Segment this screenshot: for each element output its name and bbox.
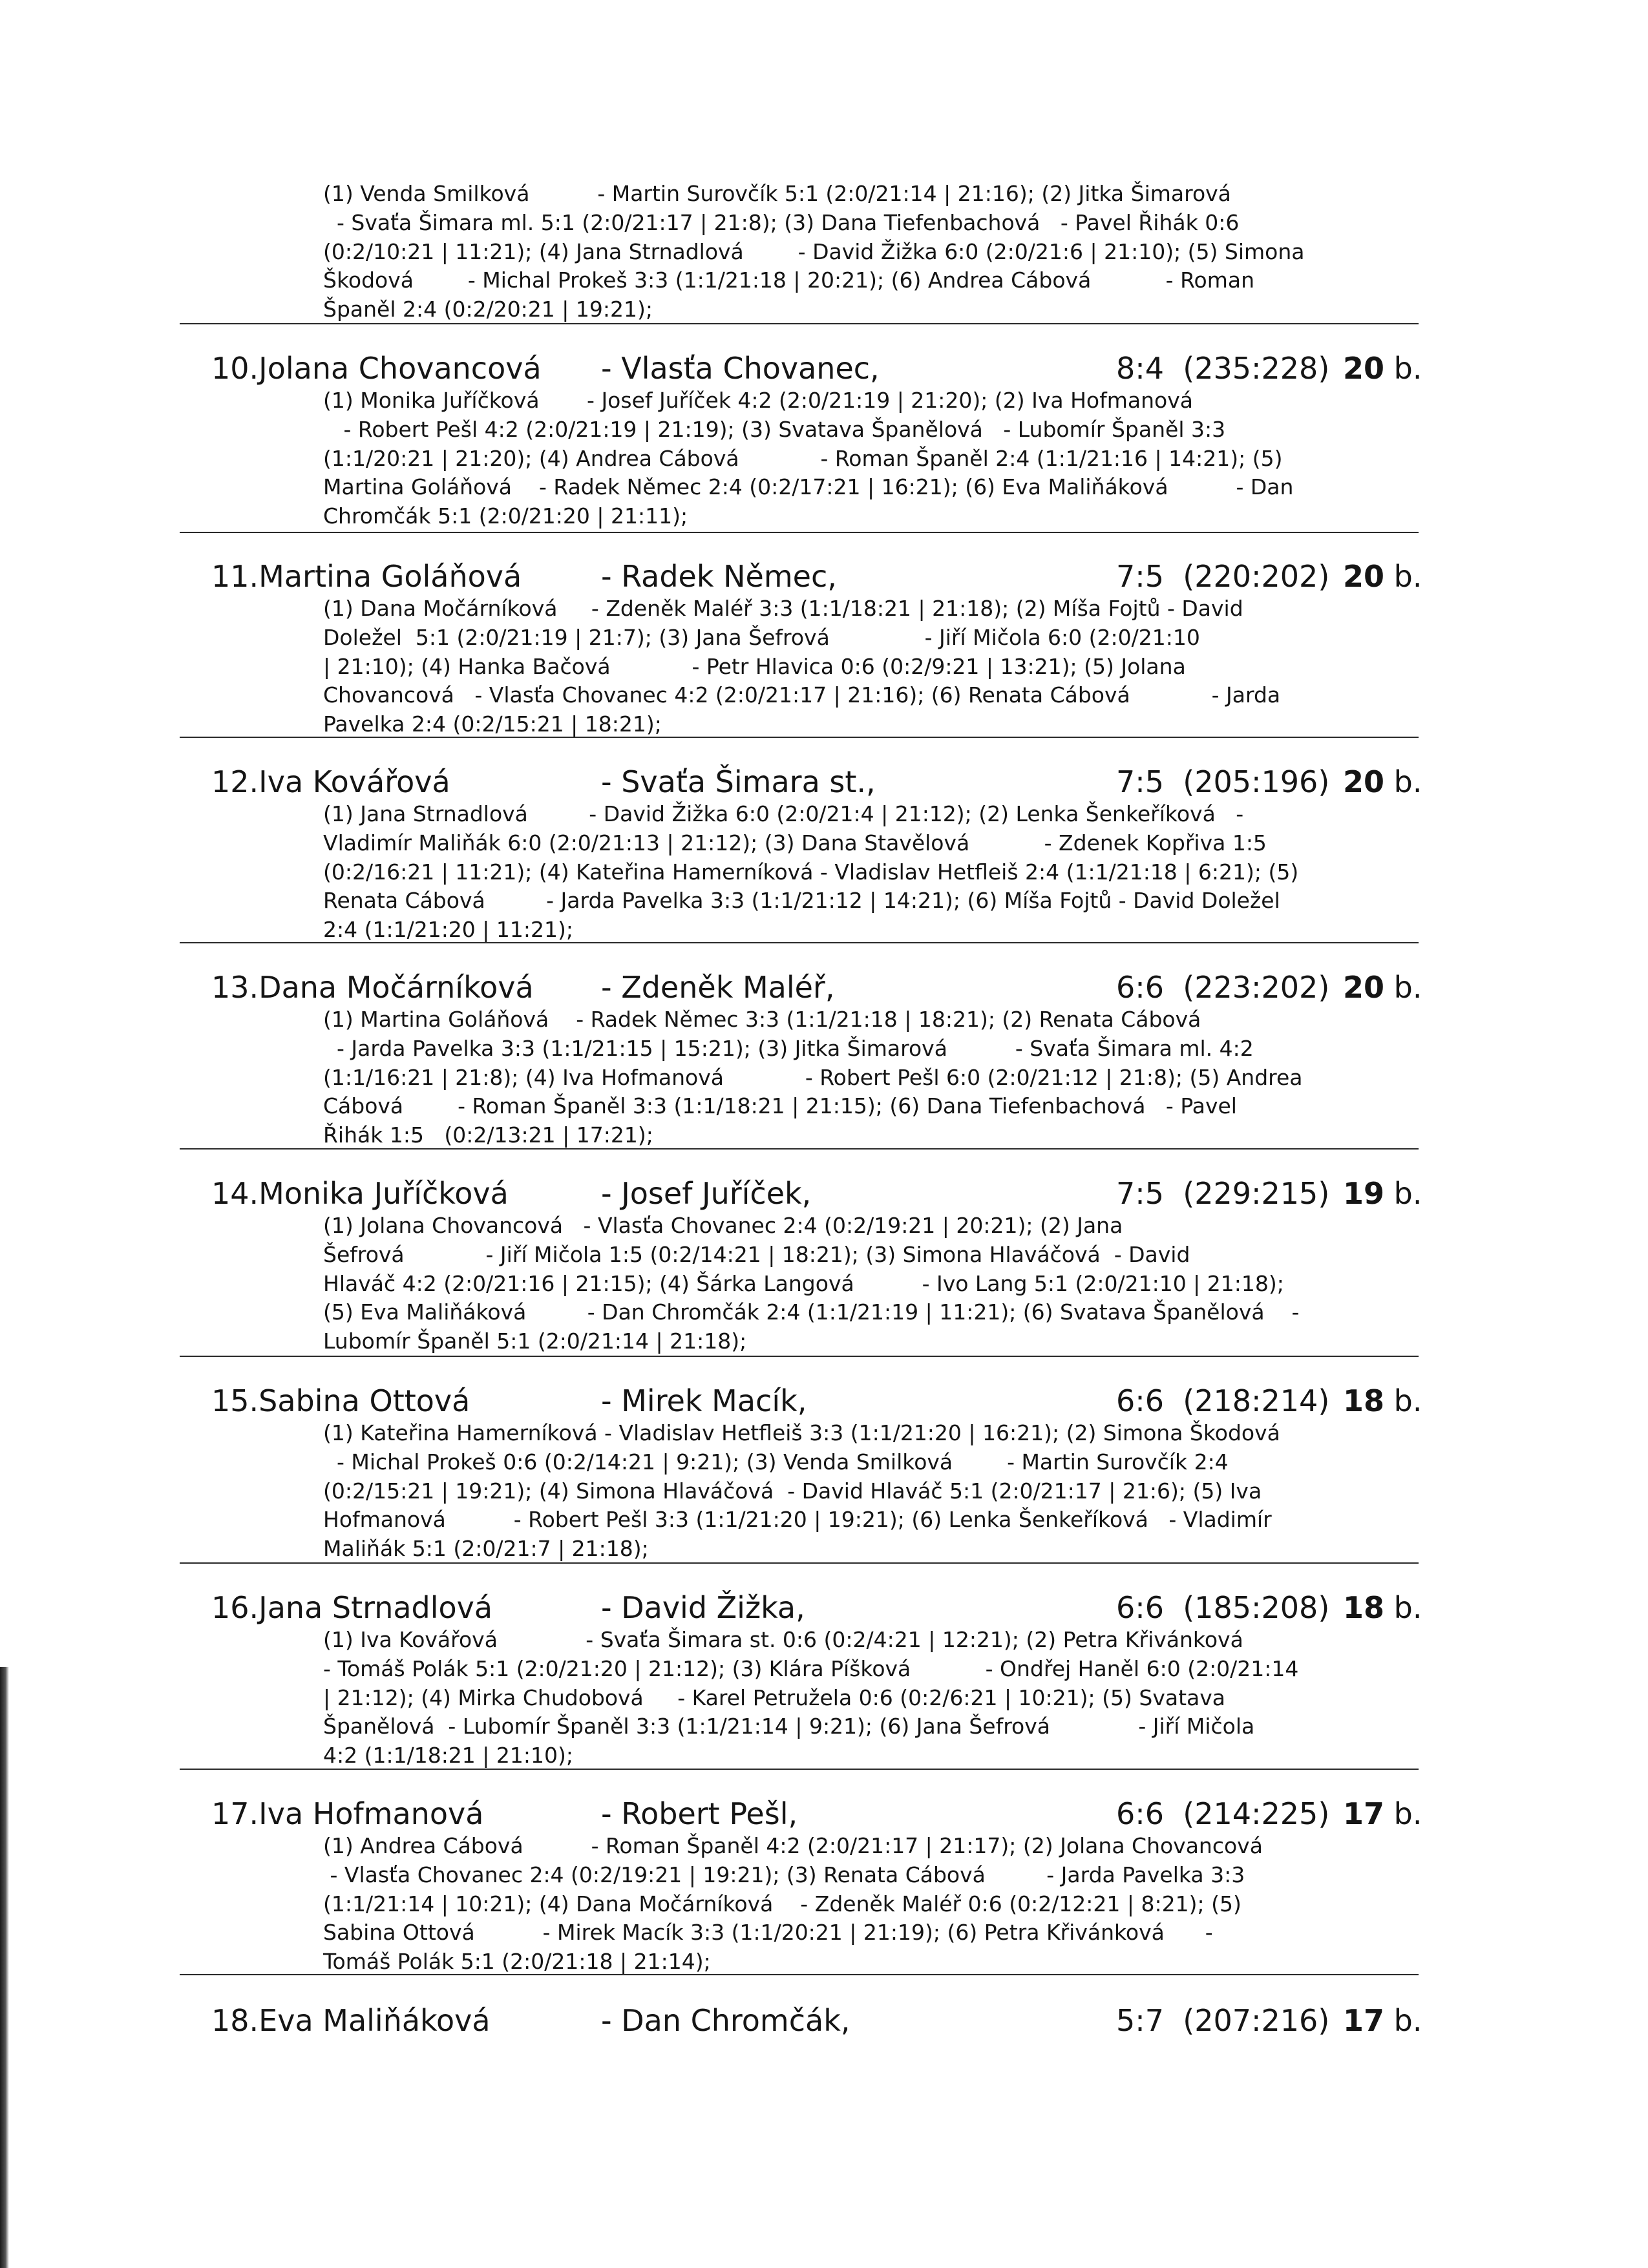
rank: 11. <box>211 559 259 594</box>
rank: 10. <box>211 351 259 386</box>
divider <box>180 1974 1419 1975</box>
pair-name <box>211 554 522 599</box>
pair-name <box>211 1171 509 1216</box>
match-line: - Vlasťa Chovanec 2:4 (0:2/19:21 | 19:21); (3) Renata Cábová - Jarda Pavelka 3:3 <box>323 1862 1245 1887</box>
points <box>1343 965 1422 1010</box>
match-list <box>323 386 1422 531</box>
pair-name <box>211 346 542 391</box>
match-line: (1:1/21:14 | 10:21); (4) Dana Močárníková - Zdeněk Maléř 0:6 (0:2/12:21 | 8:21); (5) <box>323 1891 1241 1916</box>
match-score: 8:4 (235:228) <box>1116 351 1330 386</box>
entry-heading <box>0 1378 1648 1423</box>
match-line: (1:1/20:21 | 21:20); (4) Andrea Cábová - Roman Španěl 2:4 (1:1/21:16 | 14:21); (5) <box>323 445 1283 471</box>
partner-name: - Dan Chromčák, <box>601 2003 850 2038</box>
match-score: 7:5 (205:196) <box>1116 764 1330 799</box>
match-line: (0:2/10:21 | 11:21); (4) Jana Strnadlová - David Žižka 6:0 (2:0/21:6 | 21:10); (5) Simona <box>323 238 1305 264</box>
pair-name <box>211 1791 483 1836</box>
match-line: Sabina Ottová - Mirek Macík 3:3 (1:1/20:21 | 21:19); (6) Petra Křivánková - <box>323 1920 1213 1946</box>
rank: 16. <box>211 1590 259 1625</box>
match-line: (0:2/16:21 | 11:21); (4) Kateřina Hamerníková - Vladislav Hetfleiš 2:4 (1:1/21:18 | 6:21); (5) <box>323 859 1299 885</box>
match-score: 7:5 (229:215) <box>1116 1176 1330 1211</box>
match-list <box>323 594 1422 739</box>
points-unit: b. <box>1384 970 1422 1005</box>
partner-name: - Vlasťa Chovanec, <box>601 351 880 386</box>
match-line: Řihák 1:5 (0:2/13:21 | 17:21); <box>323 1122 653 1148</box>
points-value: 18 <box>1343 1590 1385 1625</box>
match-score: 5:7 (207:216) <box>1116 2003 1330 2038</box>
partner-name: - Mirek Macík, <box>601 1383 807 1418</box>
player-name: Jolana Chovancová <box>259 351 542 386</box>
entry-heading <box>0 1171 1648 1216</box>
match-line: | 21:12); (4) Mirka Chudobová - Karel Petružela 0:6 (0:2/6:21 | 10:21); (5) Svatava <box>323 1685 1225 1710</box>
rank: 13. <box>211 970 259 1005</box>
points <box>1343 1378 1422 1423</box>
rank: 17. <box>211 1796 259 1831</box>
match-line: Španěl 2:4 (0:2/20:21 | 19:21); <box>323 297 653 322</box>
entry-heading <box>0 554 1648 599</box>
divider <box>180 942 1419 943</box>
points-value: 20 <box>1343 559 1385 594</box>
match-line: Cábová - Roman Španěl 3:3 (1:1/18:21 | 21:15); (6) Dana Tiefenbachová - Pavel <box>323 1093 1237 1119</box>
entry-heading <box>0 1998 1648 2043</box>
points-value: 20 <box>1343 764 1385 799</box>
player-name: Jana Strnadlová <box>259 1590 493 1625</box>
match-list <box>323 1626 1422 1770</box>
match-line: 4:2 (1:1/18:21 | 21:10); <box>323 1743 573 1769</box>
match-line: Maliňák 5:1 (2:0/21:7 | 21:18); <box>323 1536 649 1562</box>
player-name: Dana Močárníková <box>259 970 534 1005</box>
points-value: 20 <box>1343 351 1385 386</box>
match-line: - Tomáš Polák 5:1 (2:0/21:20 | 21:12); (3) Klára Píšková - Ondřej Haněl 6:0 (2:0/21:14 <box>323 1655 1299 1681</box>
points <box>1343 554 1422 599</box>
points-value: 17 <box>1343 1796 1385 1831</box>
entry-heading <box>0 1791 1648 1836</box>
entry-heading <box>0 346 1648 391</box>
pair-name <box>211 759 450 804</box>
match-score: 6:6 (218:214) <box>1116 1383 1330 1418</box>
match-list <box>323 180 1422 324</box>
rank: 14. <box>211 1176 259 1211</box>
points-value: 18 <box>1343 1383 1385 1418</box>
match-line: Vladimír Maliňák 6:0 (2:0/21:13 | 21:12); (3) Dana Stavělová - Zdenek Kopřiva 1:5 <box>323 830 1267 856</box>
match-line: Hofmanová - Robert Pešl 3:3 (1:1/21:20 | 19:21); (6) Lenka Šenkeříková - Vladimír <box>323 1507 1272 1533</box>
match-score: 6:6 (223:202) <box>1116 970 1330 1005</box>
pair-name <box>211 1585 492 1630</box>
entry-heading <box>0 965 1648 1010</box>
points <box>1343 759 1422 804</box>
entry-heading <box>0 1585 1648 1630</box>
match-line: - Robert Pešl 4:2 (2:0/21:19 | 21:19); (3) Svatava Španělová - Lubomír Španěl 3:3 <box>323 416 1226 442</box>
match-line: (1) Martina Goláňová - Radek Němec 3:3 (1:1/21:18 | 18:21); (2) Renata Cábová <box>323 1007 1201 1032</box>
points <box>1343 346 1422 391</box>
match-line: Martina Goláňová - Radek Němec 2:4 (0:2/17:21 | 16:21); (6) Eva Maliňáková - Dan <box>323 474 1294 500</box>
match-line: Doležel 5:1 (2:0/21:19 | 21:7); (3) Jana Šefrová - Jiří Mičola 6:0 (2:0/21:10 <box>323 624 1200 650</box>
match-line: Hlaváč 4:2 (2:0/21:16 | 21:15); (4) Šárka Langová - Ivo Lang 5:1 (2:0/21:10 | 21:18); <box>323 1270 1284 1296</box>
match-list <box>323 1212 1422 1356</box>
points-value: 19 <box>1343 1176 1385 1211</box>
partner-name: - Zdeněk Maléř, <box>601 970 835 1005</box>
divider <box>180 323 1419 324</box>
partner-name: - Svaťa Šimara st., <box>601 764 876 799</box>
match-line: (0:2/15:21 | 19:21); (4) Simona Hlaváčová - David Hlaváč 5:1 (2:0/21:17 | 21:6); (5) Iva <box>323 1478 1262 1504</box>
partner-name: - Radek Němec, <box>601 559 837 594</box>
points-value: 20 <box>1343 970 1385 1005</box>
points <box>1343 1998 1422 2043</box>
points <box>1343 1791 1422 1836</box>
match-line: 2:4 (1:1/21:20 | 11:21); <box>323 917 573 943</box>
rank: 18. <box>211 2003 259 2038</box>
match-line: (1) Andrea Cábová - Roman Španěl 4:2 (2:0/21:17 | 21:17); (2) Jolana Chovancová <box>323 1833 1263 1858</box>
match-line: (1) Venda Smilková - Martin Surovčík 5:1 (2:0/21:14 | 21:16); (2) Jitka Šimarová <box>323 181 1231 206</box>
partner-name: - Josef Juříček, <box>601 1176 812 1211</box>
divider <box>180 737 1419 738</box>
match-line: Škodová - Michal Prokeš 3:3 (1:1/21:18 | 20:21); (6) Andrea Cábová - Roman <box>323 268 1254 293</box>
points-unit: b. <box>1384 1176 1422 1211</box>
divider <box>180 1562 1419 1564</box>
match-score: 7:5 (220:202) <box>1116 559 1330 594</box>
pair-name <box>211 1998 491 2043</box>
points <box>1343 1585 1422 1630</box>
match-line: (1) Kateřina Hamerníková - Vladislav Hetfleiš 3:3 (1:1/21:20 | 16:21); (2) Simona Škodová <box>323 1420 1280 1445</box>
match-line: (5) Eva Maliňáková - Dan Chromčák 2:4 (1:1/21:19 | 11:21); (6) Svatava Španělová - <box>323 1299 1300 1325</box>
match-line: (1) Jana Strnadlová - David Žižka 6:0 (2:0/21:4 | 21:12); (2) Lenka Šenkeříková - <box>323 801 1244 826</box>
match-line: (1) Jolana Chovancová - Vlasťa Chovanec 2:4 (0:2/19:21 | 20:21); (2) Jana <box>323 1213 1123 1238</box>
match-list <box>323 800 1422 945</box>
match-line: Chromčák 5:1 (2:0/21:20 | 21:11); <box>323 503 688 529</box>
scan-edge-shadow <box>0 1667 9 2268</box>
match-line: (1) Dana Močárníková - Zdeněk Maléř 3:3 (1:1/18:21 | 21:18); (2) Míša Fojtů - David <box>323 596 1243 621</box>
points-unit: b. <box>1384 1796 1422 1831</box>
match-line: - Michal Prokeš 0:6 (0:2/14:21 | 9:21); (3) Venda Smilková - Martin Surovčík 2:4 <box>323 1449 1229 1475</box>
points-unit: b. <box>1384 2003 1422 2038</box>
match-list <box>323 1832 1422 1977</box>
match-score: 6:6 (185:208) <box>1116 1590 1330 1625</box>
entry-heading <box>0 759 1648 804</box>
match-line: | 21:10); (4) Hanka Bačová - Petr Hlavica 0:6 (0:2/9:21 | 13:21); (5) Jolana <box>323 653 1186 679</box>
points-unit: b. <box>1384 1590 1422 1625</box>
partner-name: - Robert Pešl, <box>601 1796 798 1831</box>
match-line: Renata Cábová - Jarda Pavelka 3:3 (1:1/21:12 | 14:21); (6) Míša Fojtů - David Doležel <box>323 888 1280 914</box>
divider <box>180 1148 1419 1150</box>
match-line: Lubomír Španěl 5:1 (2:0/21:14 | 21:18); <box>323 1328 747 1354</box>
match-line: Tomáš Polák 5:1 (2:0/21:18 | 21:14); <box>323 1949 711 1975</box>
match-list <box>323 1419 1422 1564</box>
player-name: Eva Maliňáková <box>259 2003 491 2038</box>
match-line: - Svaťa Šimara ml. 5:1 (2:0/21:17 | 21:8); (3) Dana Tiefenbachová - Pavel Řihák 0:6 <box>323 209 1240 235</box>
pair-name <box>211 965 534 1010</box>
match-line: (1:1/16:21 | 21:8); (4) Iva Hofmanová - Robert Pešl 6:0 (2:0/21:12 | 21:8); (5) Andrea <box>323 1064 1303 1090</box>
player-name: Iva Kovářová <box>259 764 450 799</box>
match-line: (1) Iva Kovářová - Svaťa Šimara st. 0:6 (0:2/4:21 | 12:21); (2) Petra Křivánková <box>323 1627 1243 1652</box>
match-line: (1) Monika Juříčková - Josef Juříček 4:2 (2:0/21:19 | 21:20); (2) Iva Hofmanová <box>323 388 1193 413</box>
points-unit: b. <box>1384 1383 1422 1418</box>
divider <box>180 532 1419 533</box>
pair-name <box>211 1378 470 1423</box>
divider <box>180 1769 1419 1770</box>
divider <box>180 1356 1419 1357</box>
match-line: Chovancová - Vlasťa Chovanec 4:2 (2:0/21:17 | 21:16); (6) Renata Cábová - Jarda <box>323 682 1281 708</box>
points-value: 17 <box>1343 2003 1385 2038</box>
player-name: Sabina Ottová <box>259 1383 470 1418</box>
match-score: 6:6 (214:225) <box>1116 1796 1330 1831</box>
match-line: Pavelka 2:4 (0:2/15:21 | 18:21); <box>323 711 662 737</box>
match-line: Šefrová - Jiří Mičola 1:5 (0:2/14:21 | 18:21); (3) Simona Hlaváčová - David <box>323 1241 1190 1267</box>
rank: 15. <box>211 1383 259 1418</box>
match-line: Španělová - Lubomír Španěl 3:3 (1:1/21:14 | 9:21); (6) Jana Šefrová - Jiří Mičola <box>323 1714 1255 1739</box>
points-unit: b. <box>1384 559 1422 594</box>
player-name: Martina Goláňová <box>259 559 522 594</box>
match-list <box>323 1005 1422 1150</box>
rank: 12. <box>211 764 259 799</box>
partner-name: - David Žižka, <box>601 1590 805 1625</box>
match-line: - Jarda Pavelka 3:3 (1:1/21:15 | 15:21); (3) Jitka Šimarová - Svaťa Šimara ml. 4:2 <box>323 1035 1254 1061</box>
points-unit: b. <box>1384 764 1422 799</box>
player-name: Monika Juříčková <box>259 1176 509 1211</box>
points <box>1343 1171 1422 1216</box>
points-unit: b. <box>1384 351 1422 386</box>
player-name: Iva Hofmanová <box>259 1796 484 1831</box>
